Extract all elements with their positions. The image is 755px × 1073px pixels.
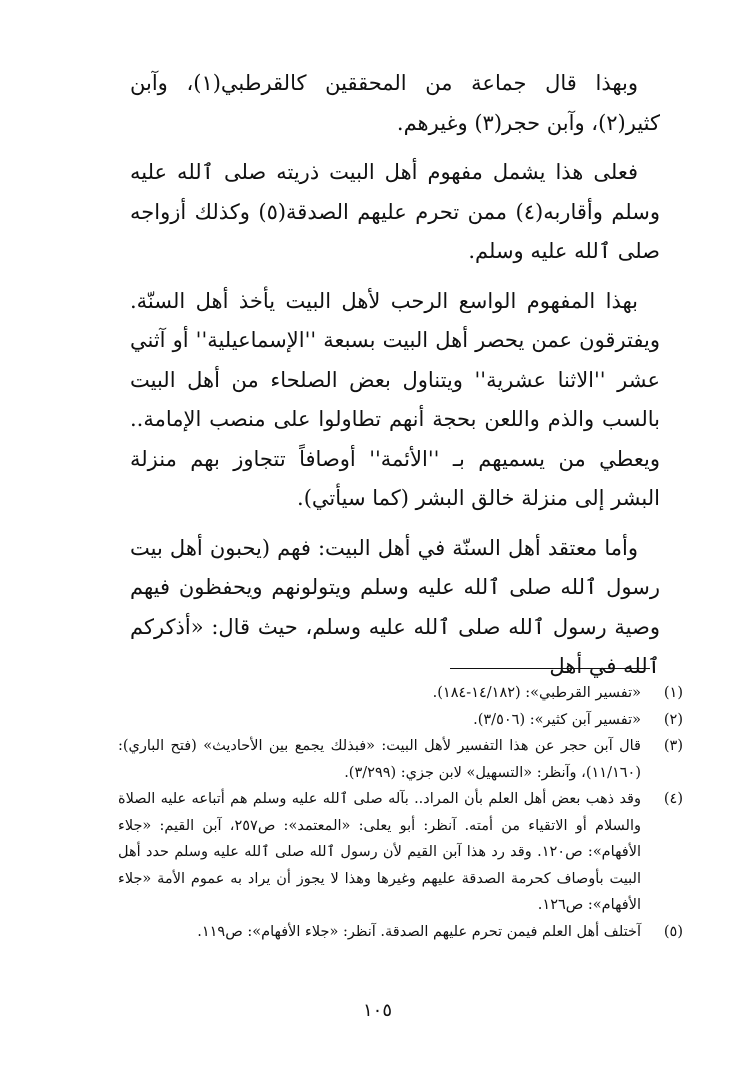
paragraph-3: بهذا المفهوم الواسع الرحب لأهل البيت يأخذ أهل السنّة. ويفترقون عمن يحصر أهل البيت بسبعة ''الإسماعيلية'' أو آثني عشر ''الاثنا عشرية'' ويتناول بعض الصلحاء من أهل البيت بالسب والذم واللعن بحجة أنهم تطاولوا على منصب الإمامة.. ويعطي من يسميهم بـ ''الأئمة'' أوصافاً تتجاوز بهم منزلة البشر إلى منزلة خالق البشر (كما سيأتي).: [130, 288, 660, 510]
footnote-separator: [450, 668, 650, 669]
footnote-text: قال آبن حجر عن هذا التفسير لأهل البيت: «فبذلك يجمع بين الأحاديث» (فتح الباري): (١١/١٦٠)، وآنظر: «التسهيل» لابن جزي: (٣/٢٩٩).: [118, 738, 641, 781]
footnote-2: [118, 707, 683, 734]
footnote-text: آختلف أهل العلم فيمن تحرم عليهم الصدقة. آنظر: «جلاء الأفهام»: ص١١٩.: [197, 923, 641, 940]
footnote-number: (٥): [663, 923, 683, 940]
footnote-number: (٤): [663, 791, 683, 807]
footnotes: [118, 680, 683, 945]
footnote-3: [118, 733, 683, 786]
footnote-number: (١): [663, 685, 683, 701]
footnote-1: [118, 680, 683, 707]
footnote-text: «تفسير القرطبي»: (١٤/١٨٢-١٨٤).: [432, 685, 641, 701]
main-text: [130, 64, 660, 687]
footnote-number: (٣): [663, 738, 683, 754]
paragraph-4: وأما معتقد أهل السنّة في أهل البيت: فهم (يحبون أهل بيت رسول ٱلله صلى ٱلله عليه وسلم ويتولونهم ويحفظون فيهم وصية رسول ٱلله صلى ٱلله عليه وسلم، حيث قال: «أذكركم ٱلله في أهل: [130, 535, 660, 678]
page-number: ١٠٥: [362, 1000, 392, 1021]
footnote-text: «تفسير آبن كثير»: (٣/٥٠٦).: [473, 711, 641, 728]
footnote-5: [118, 919, 683, 946]
footnote-text: وقد ذهب بعض أهل العلم بأن المراد.. بآله صلى ٱلله عليه وسلم هم أتباعه عليه الصلاة والسلام أو الاتقياء من أمته. آنظر: أبو يعلى: «المعتمد»: ص٢٥٧، آبن القيم: «جلاء الأفهام»: ص١٢٠. وقد رد هذا آبن القيم لأن رسول ٱلله صلى ٱلله عليه وسلم حدد أهل البيت بأوصاف كحرمة الصدقة عليهم وغيرها وهذا لا يجوز أن يراد به عموم الأمة «جلاء الأفهام»: ص١٢٦.: [118, 791, 642, 913]
paragraph-2: فعلى هذا يشمل مفهوم أهل البيت ذريته صلى ٱلله عليه وسلم وأقاربه(٤) ممن تحرم عليهم الصدقة(٥) وكذلك أزواجه صلى ٱلله عليه وسلم.: [130, 160, 660, 263]
footnote-4: [118, 786, 683, 919]
footnote-number: (٢): [663, 711, 683, 728]
paragraph-1: وبهذا قال جماعة من المحققين كالقرطبي(١)، وآبن كثير(٢)، وآبن حجر(٣) وغيرهم.: [130, 71, 660, 135]
